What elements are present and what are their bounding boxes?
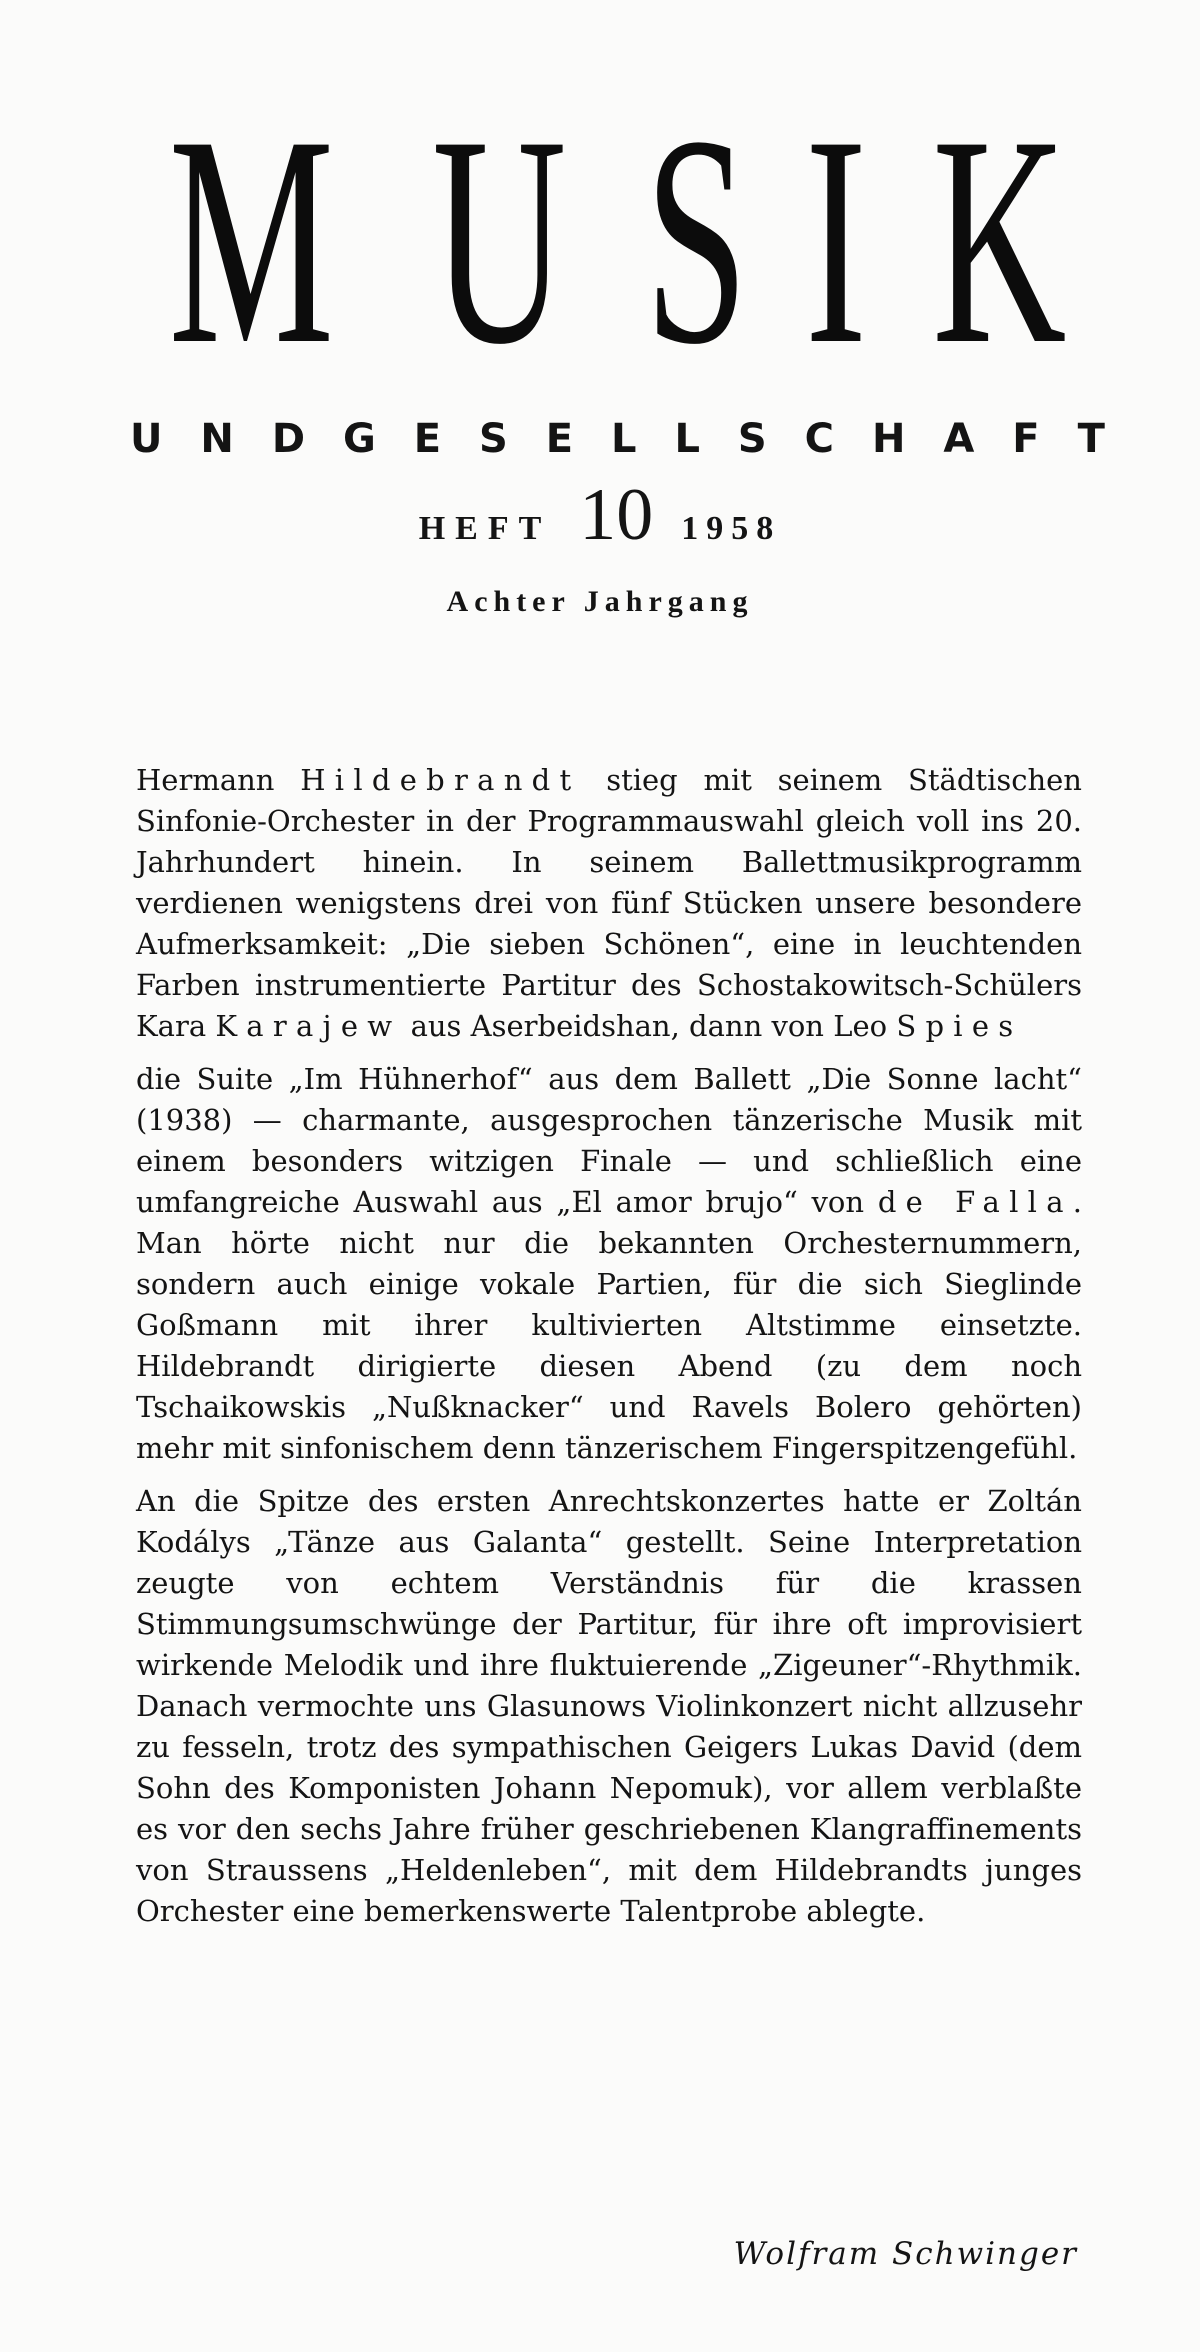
author-signature: Wolfram Schwinger — [733, 2236, 1078, 2272]
subtitle-letter: G — [342, 416, 376, 462]
text-run: aus Aserbeidshan, dann von Leo — [401, 1009, 897, 1043]
text-run: stieg mit seinem Städtischen Sinfonie-Orchester in der Programmauswahl gleich voll ins 20. Jahrhundert hinein. In seinem Ballettmusikprogramm verdienen wenigstens drei von fünf Stücken unsere besondere Aufmerksamkeit: „Die sieben Schönen“, eine in leuchtenden Farben instrumentierte Partitur des Schostakowitsch-Schülers Kara — [136, 763, 1082, 1043]
issue-label: HEFT — [418, 510, 552, 547]
subtitle-letter: F — [1012, 416, 1040, 462]
article-paragraph — [136, 1059, 1082, 1469]
article-paragraph — [136, 760, 1082, 1047]
magazine-title — [118, 74, 1108, 406]
issue-line — [0, 474, 1200, 556]
title-letter: K — [932, 74, 1067, 406]
text-run: Hermann — [136, 763, 301, 797]
subtitle-letter: H — [871, 416, 906, 462]
subtitle-letter: D — [271, 416, 306, 462]
spaced-name: de Falla — [877, 1185, 1073, 1219]
subtitle-letter: L — [611, 416, 637, 462]
text-run: die Suite „Im Hühnerhof“ aus dem Ballett „Die Sonne lacht“ (1938) — charmante, ausgesprochen tänzerische Musik mit einem besonders witzigen Finale — und schließlich eine umfangreiche Auswahl aus „El amor brujo“ von — [136, 1062, 1082, 1219]
title-letter: U — [431, 74, 567, 406]
title-letter: M — [168, 74, 335, 406]
spaced-name: Hildebrandt — [300, 763, 581, 797]
article-paragraph: An die Spitze des ersten Anrechtskonzertes hatte er Zoltán Kodálys „Tänze aus Galanta“ gestellt. Seine Interpretation zeugte von echtem Verständnis für die krassen Stimmungsumschwünge der Partitur, für ihre oft improvisiert wirkende Melodik und ihre fluktuierende „Zigeuner“-Rhythmik. Danach vermochte uns Glasunows Violinkonzert nicht allzusehr zu fesseln, trotz des sympathischen Geigers Lukas David (dem Sohn des Komponisten Johann Nepomuk), vor allem verblaßte es vor den sechs Jahre früher geschriebenen Klangraffinements von Straussens „Heldenleben“, mit dem Hildebrandts junges Orchester eine bemerkenswerte Talentprobe ablegte. — [136, 1484, 1082, 1928]
article-body — [136, 760, 1082, 1932]
volume-label: Achter Jahrgang — [446, 585, 754, 618]
subtitle-letter: S — [737, 416, 767, 462]
issue-year: 1958 — [681, 510, 782, 547]
subtitle-letter: A — [943, 416, 975, 462]
title-letter: I — [804, 74, 867, 406]
text-run: . Man hörte nicht nur die bekannten Orchesternummern, sondern auch einige vokale Partien, für die sich Sieglinde Goßmann mit ihrer kultivierten Altstimme einsetzte. Hildebrandt dirigierte diesen Abend (zu dem noch Tschaikowskis „Nußknacker“ und Ravels Bolero gehörten) mehr mit sinfonischem denn tänzerischem Fingerspitzengefühl. — [136, 1185, 1083, 1465]
subtitle-letter: C — [804, 416, 835, 462]
subtitle-letter: L — [674, 416, 700, 462]
spaced-name: Karajew — [215, 1009, 402, 1043]
subtitle-letter: U — [130, 416, 163, 462]
magazine-subtitle — [130, 415, 1105, 463]
subtitle-letter: E — [413, 416, 442, 462]
subtitle-letter: E — [545, 416, 574, 462]
spaced-name: Spies — [896, 1009, 1023, 1043]
subtitle-letter: S — [479, 416, 508, 462]
subtitle-letter: N — [200, 416, 234, 462]
subtitle-letter: T — [1077, 416, 1105, 462]
issue-number: 10 — [579, 474, 654, 556]
title-letter: S — [644, 74, 749, 406]
